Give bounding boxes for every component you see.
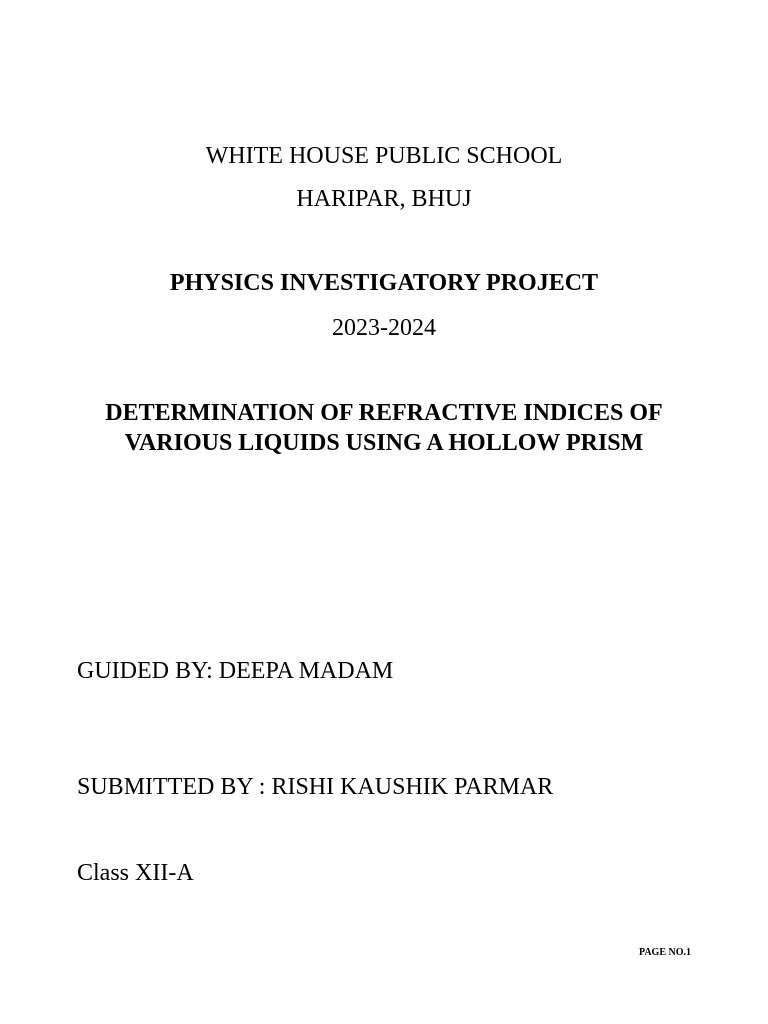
school-name: WHITE HOUSE PUBLIC SCHOOL: [205, 143, 563, 169]
submitted-by: SUBMITTED BY : RISHI KAUSHIK PARMAR: [77, 774, 554, 800]
student-class: Class XII-A: [77, 860, 194, 886]
project-year: 2023-2024: [332, 315, 436, 341]
page-number: PAGE NO.1: [638, 947, 691, 958]
project-title-line-2: VARIOUS LIQUIDS USING A HOLLOW PRISM: [124, 430, 644, 456]
project-type-heading: PHYSICS INVESTIGATORY PROJECT: [169, 270, 599, 296]
project-title-line-1: DETERMINATION OF REFRACTIVE INDICES OF: [105, 400, 663, 426]
school-location: HARIPAR, BHUJ: [296, 186, 472, 212]
guided-by: GUIDED BY: DEEPA MADAM: [77, 658, 394, 684]
